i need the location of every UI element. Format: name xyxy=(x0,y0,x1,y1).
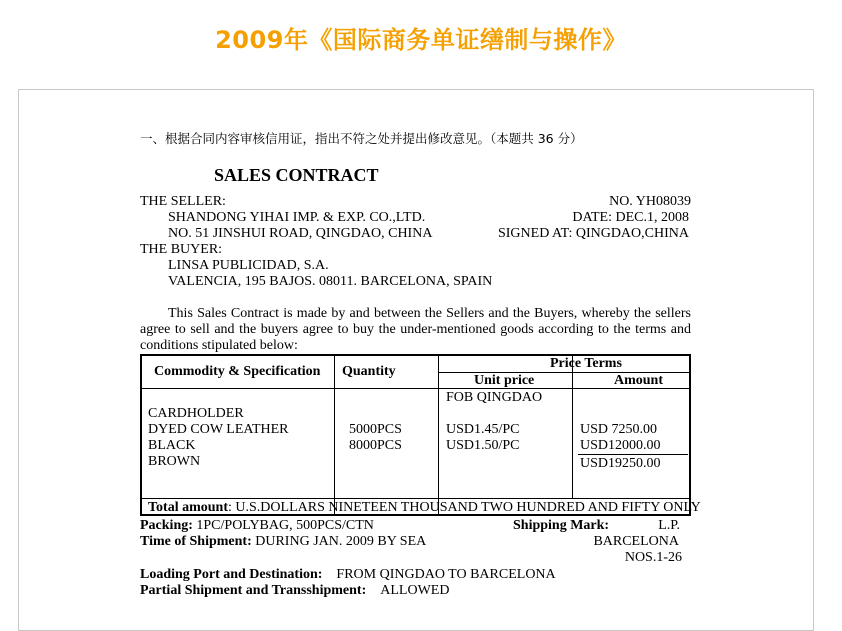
col-divider xyxy=(572,356,573,498)
intro-paragraph xyxy=(140,306,691,354)
total-amount-value: : U.S.DOLLARS NINETEEN THOUSAND TWO HUNDRED AND FIFTY ONLY xyxy=(228,500,701,515)
commodity-line: DYED COW LEATHER xyxy=(148,422,289,437)
shipment-line xyxy=(140,534,426,550)
quantity-cell: 8000PCS xyxy=(349,438,402,453)
unit-price-cell: USD1.45/PC xyxy=(446,422,520,437)
shipping-mark-label: Shipping Mark: xyxy=(513,518,610,533)
header-amount: Amount xyxy=(614,373,664,388)
commodity-line: CARDHOLDER xyxy=(148,406,244,421)
total-amount-label: Total amount xyxy=(148,500,229,515)
total-amount-row xyxy=(148,500,701,516)
packing-value: 1PC/POLYBAG, 500PCS/CTN xyxy=(192,518,374,533)
subtotal-cell: USD19250.00 xyxy=(580,456,661,471)
seller-name: SHANDONG YIHAI IMP. & EXP. CO.,LTD. xyxy=(168,210,426,225)
shipment-value: DURING JAN. 2009 BY SEA xyxy=(251,534,427,549)
goods-table xyxy=(140,354,701,516)
buyer-label: THE BUYER: xyxy=(140,242,223,257)
seller-address: NO. 51 JINSHUI ROAD, QINGDAO, CHINA xyxy=(168,226,433,241)
signed-at: SIGNED AT: QINGDAO,CHINA xyxy=(497,226,689,241)
page-title: 2009年《国际商务单证缮制与操作》 xyxy=(215,26,627,54)
shipment-label: Time of Shipment: xyxy=(140,534,252,549)
partial-shipment-value: ALLOWED xyxy=(380,583,450,598)
col-divider xyxy=(438,356,439,514)
header-commodity: Commodity & Specification xyxy=(154,364,321,379)
commodity-line: BLACK xyxy=(148,438,196,453)
packing-label: Packing: xyxy=(140,518,193,533)
row-divider xyxy=(142,498,689,499)
contract-title: SALES CONTRACT xyxy=(214,165,379,185)
header-price-terms: Price Terms xyxy=(550,356,622,371)
loading-port-value: FROM QINGDAO TO BARCELONA xyxy=(336,567,556,582)
buyer-name: LINSA PUBLICIDAD, S.A. xyxy=(168,258,329,273)
shipping-mark-line: BARCELONA xyxy=(593,534,679,549)
question-text: 一、根据合同内容审核信用证，指出不符之处并提出修改意见。（本题共 36 分） xyxy=(140,131,583,146)
amount-cell: USD 7250.00 xyxy=(580,422,658,437)
seller-label: THE SELLER: xyxy=(140,194,226,209)
subtotal-rule xyxy=(578,454,688,455)
shipping-mark-line: NOS.1-26 xyxy=(624,550,682,565)
commodity-line: BROWN xyxy=(148,454,201,469)
price-term: FOB QINGDAO xyxy=(446,390,543,405)
header-unit-price: Unit price xyxy=(474,373,535,388)
partial-shipment-line xyxy=(140,583,449,599)
shipping-mark-line: L.P. xyxy=(658,518,680,533)
partial-shipment-label: Partial Shipment and Transshipment: xyxy=(140,583,367,598)
loading-port-label: Loading Port and Destination: xyxy=(140,567,323,582)
unit-price-cell: USD1.50/PC xyxy=(446,438,520,453)
intro-text: This Sales Contract is made by and between the Sellers and the Buyers, whereby the sellers agree to sell and the buyers agree to buy the under-mentioned goods according to the terms and conditions stipulated below: xyxy=(140,306,691,353)
header-quantity: Quantity xyxy=(342,364,396,379)
quantity-cell: 5000PCS xyxy=(349,422,402,437)
row-divider xyxy=(142,388,689,389)
contract-date: DATE: DEC.1, 2008 xyxy=(572,210,689,225)
contract-number: NO. YH08039 xyxy=(609,194,691,209)
amount-cell: USD12000.00 xyxy=(580,438,661,453)
buyer-address: VALENCIA, 195 BAJOS. 08011. BARCELONA, SPAIN xyxy=(168,274,493,289)
col-divider xyxy=(334,356,335,514)
loading-port-line xyxy=(140,567,556,583)
packing-line xyxy=(140,518,374,534)
